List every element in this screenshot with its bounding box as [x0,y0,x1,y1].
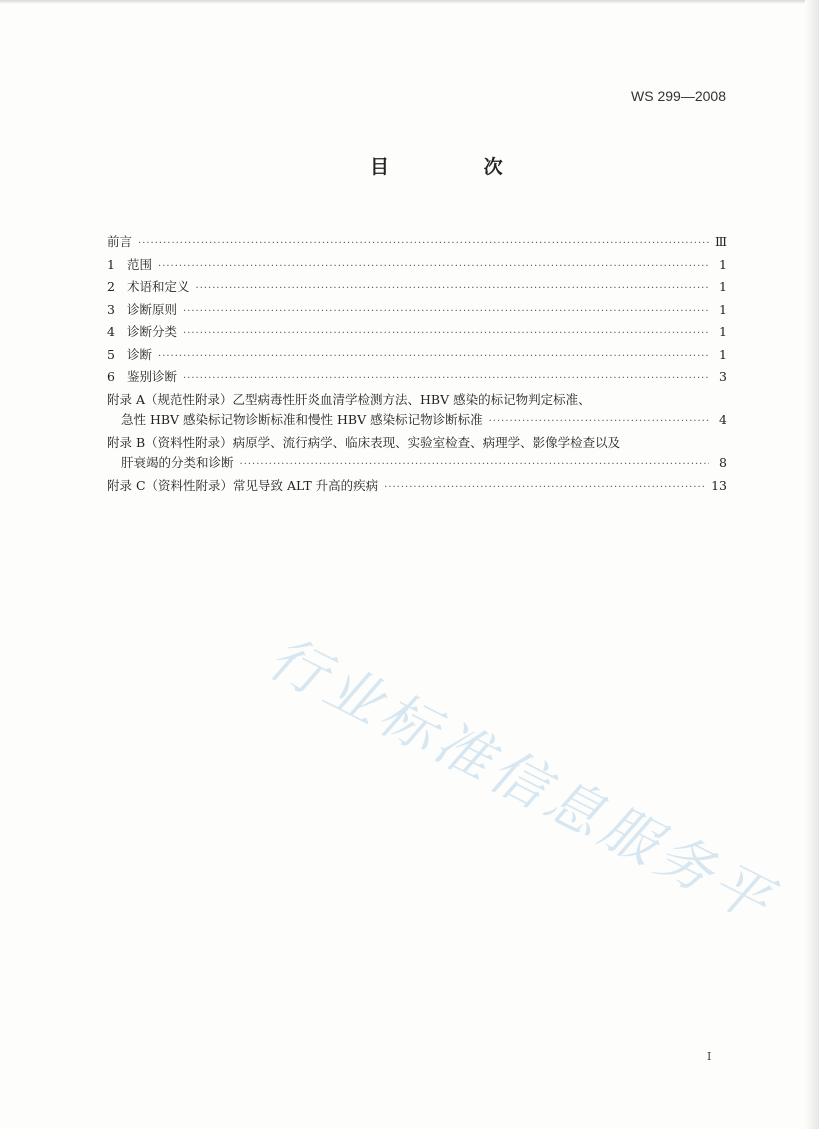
toc-entry-text: 术语和定义 [127,279,190,294]
standard-code: WS 299—2008 [631,88,726,104]
leader-dots [489,412,709,433]
page-title: 目 次 [370,156,547,178]
toc-entry-page: 1 [719,324,727,339]
toc-entry-principles[interactable] [107,300,727,323]
leader-dots [158,347,709,368]
toc-entry-appendix-c[interactable] [107,476,727,499]
toc-entry-page: 1 [719,301,727,317]
toc-entry-page: Ⅲ [714,234,727,249]
leader-dots [240,455,709,476]
leader-dots [158,257,709,278]
toc-entry-page: 1 [719,256,727,272]
appendix-c-text: 附录 C（资料性附录）常见导致 ALT 升高的疾病 [107,477,379,493]
appendix-b-line2: 肝衰竭的分类和诊断 [121,455,234,470]
toc-entry-text: 范围 [127,256,153,272]
leader-dots [196,279,709,300]
toc-entry-appendix-a[interactable] [107,390,727,433]
toc-entry-appendix-b[interactable] [107,433,727,476]
toc-entry-text: 鉴别诊断 [127,369,178,384]
toc-entry-classification[interactable] [107,322,727,345]
toc-entry-text: 诊断分类 [127,324,178,339]
toc-entry-text: 诊断 [127,346,153,362]
leader-dots [183,302,709,323]
leader-dots [183,369,709,390]
toc-entry-page: 1 [719,346,727,362]
toc-entry-page: 4 [719,412,727,427]
toc-entry-number: 1 [107,256,115,272]
toc-entry-terms[interactable] [107,277,727,300]
leader-dots [183,324,709,345]
toc-entry-text: 前言 [107,234,133,249]
leader-dots [384,478,705,499]
toc-entry-scope[interactable] [107,255,727,278]
toc-entry-text: 诊断原则 [127,301,178,317]
appendix-b-line1: 附录 B（资料性附录）病原学、流行病学、临床表现、实验室检查、病理学、影像学检查以及 [107,434,621,450]
table-of-contents [107,232,727,498]
watermark: 行业标准信息服务平 [258,625,785,937]
toc-entry-foreword[interactable] [107,232,727,255]
toc-entry-number: 2 [107,279,115,294]
leader-dots [138,234,709,255]
toc-entry-differential[interactable] [107,367,727,390]
toc-entry-page: 3 [719,369,727,384]
toc-entry-number: 3 [107,301,115,317]
toc-entry-page: 13 [711,477,727,493]
page-edge-top [0,0,819,4]
toc-entry-number: 6 [107,369,115,384]
toc-entry-number: 4 [107,324,115,339]
toc-entry-page: 8 [719,455,727,470]
appendix-a-line1: 附录 A（规范性附录）乙型病毒性肝炎血清学检测方法、HBV 感染的标记物判定标准、 [107,391,591,407]
toc-entry-number: 5 [107,346,115,362]
toc-entry-diagnosis[interactable] [107,345,727,368]
page-number: I [707,1050,712,1063]
appendix-a-line2: 急性 HBV 感染标记物诊断标准和慢性 HBV 感染标记物诊断标准 [121,412,483,427]
toc-entry-page: 1 [719,279,727,294]
page-edge-right [805,0,819,1129]
